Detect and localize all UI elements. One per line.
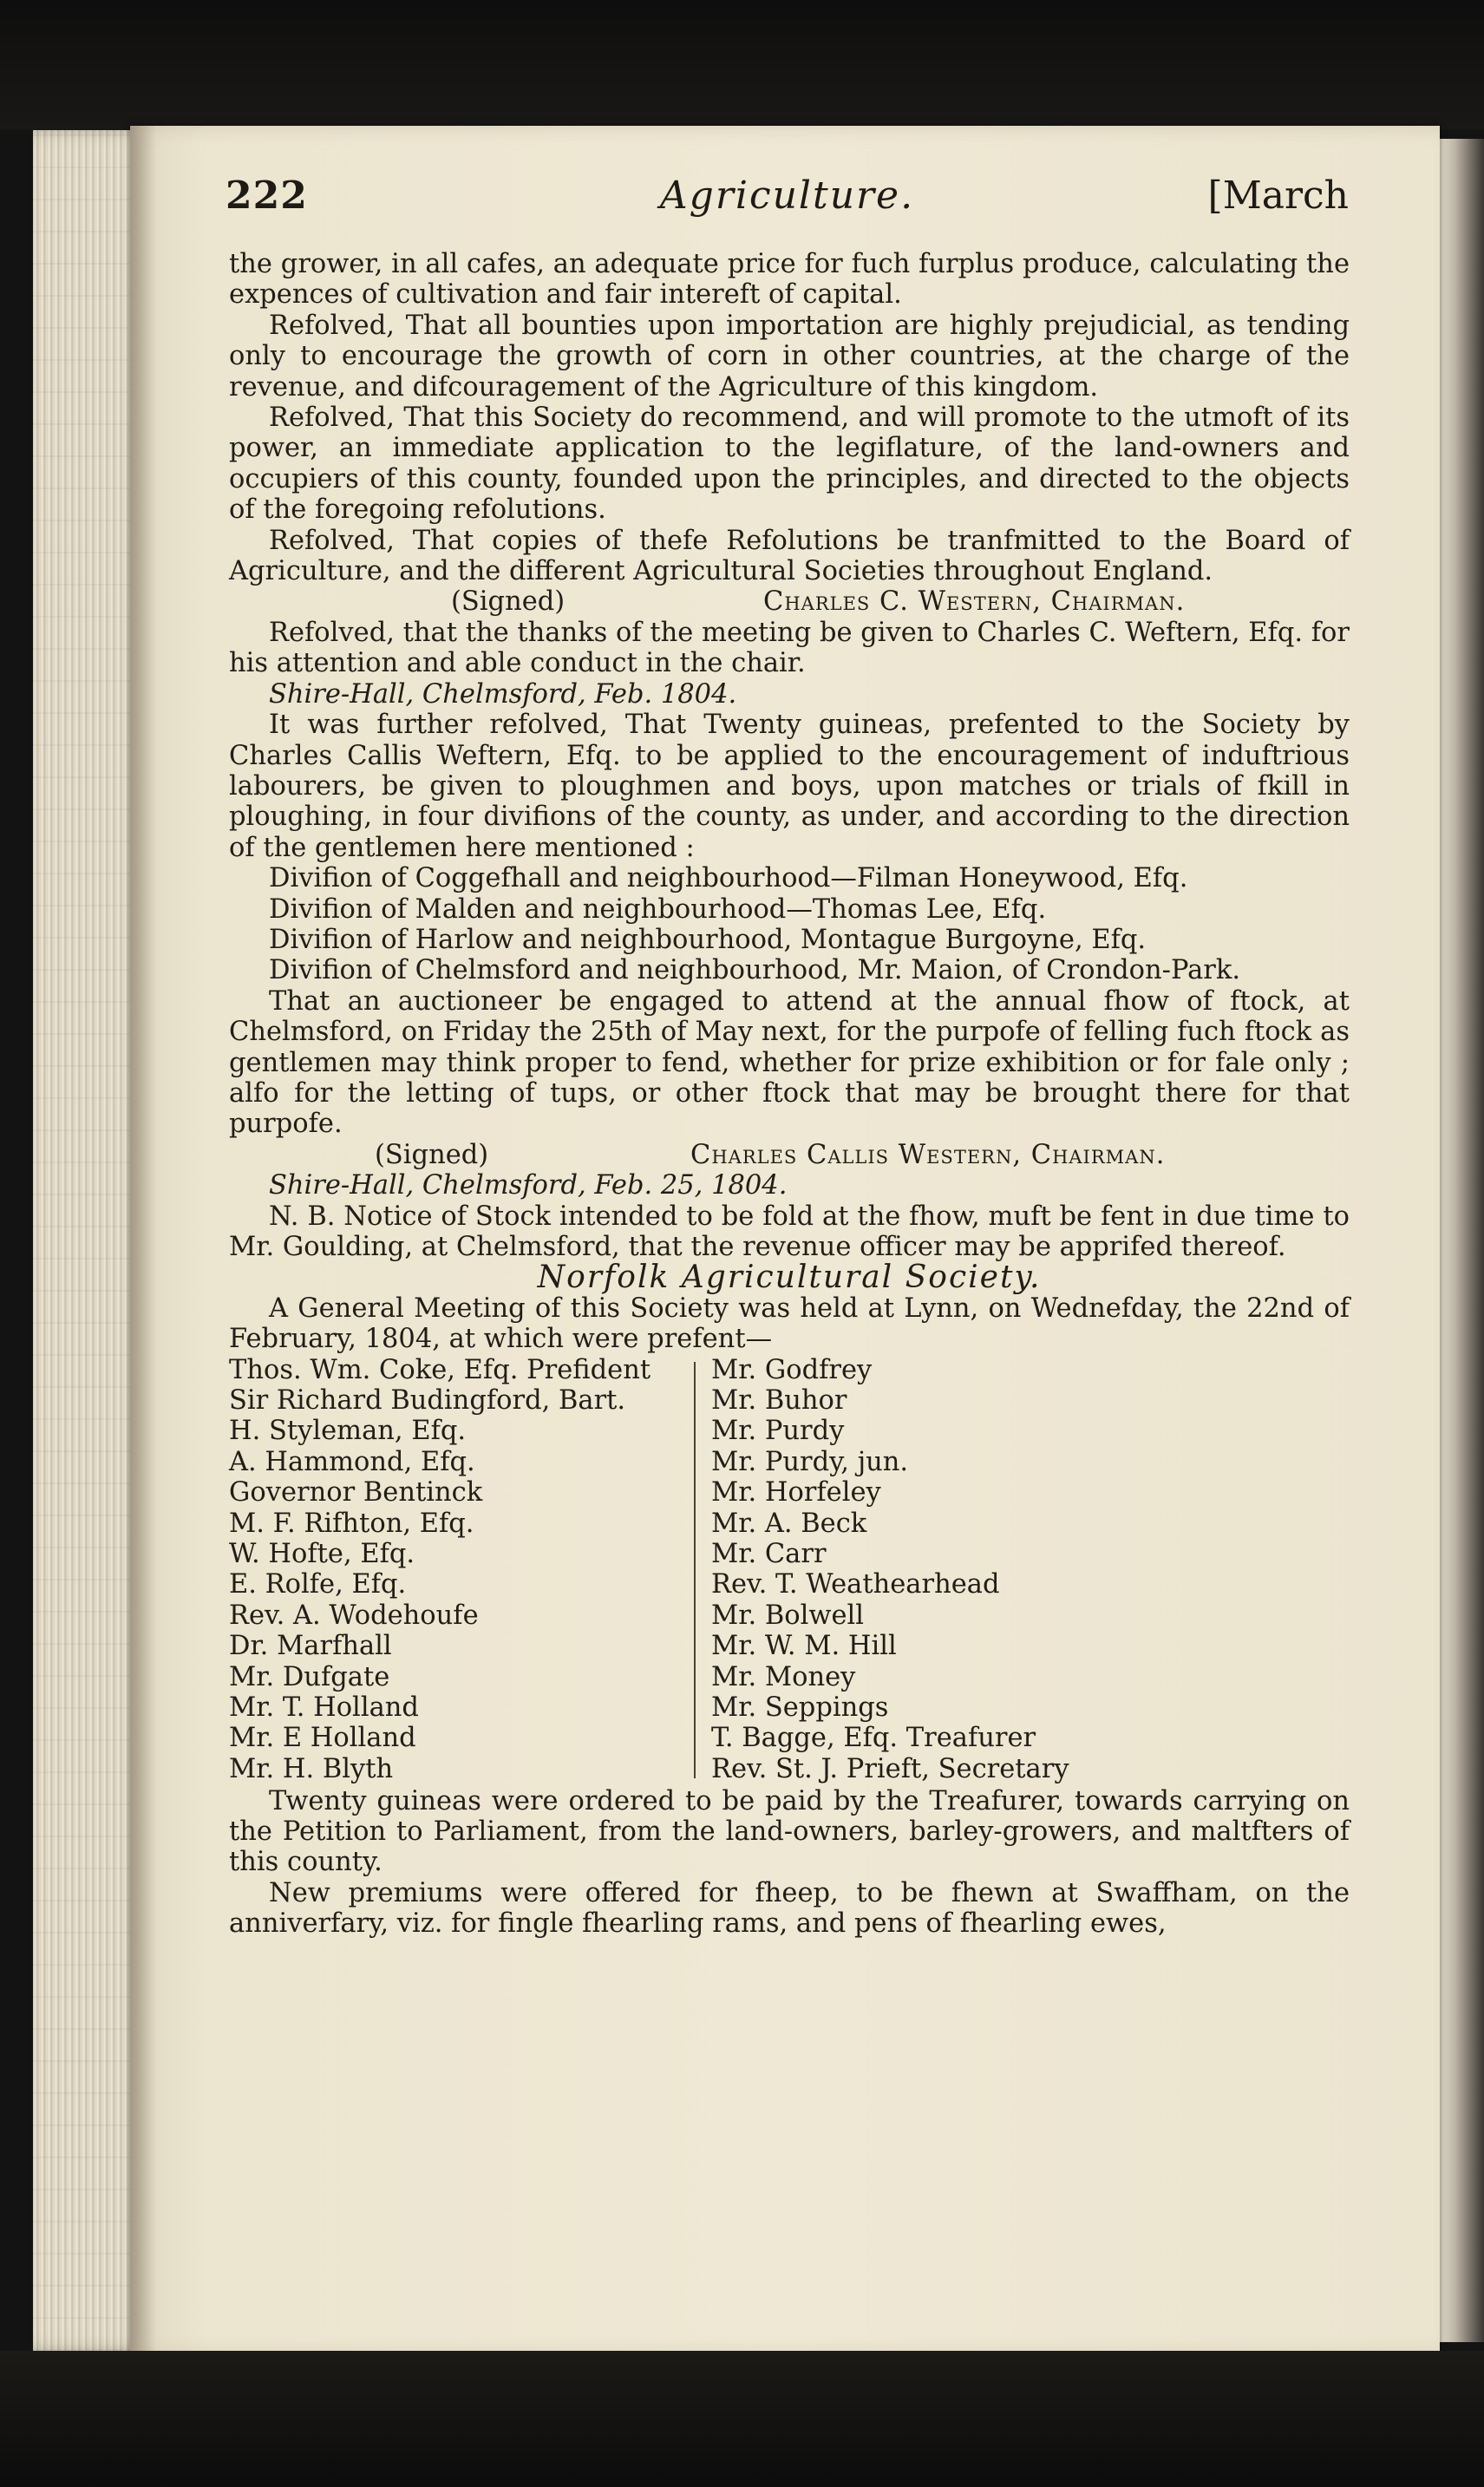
signature-line-2 [229, 1140, 1350, 1170]
attendee: Mr. T. Holland [229, 1692, 419, 1723]
attendee: Dr. Marfhall [229, 1631, 392, 1662]
attendee: Mr. Seppings [711, 1692, 889, 1723]
running-month: [March [1207, 173, 1349, 218]
attendee: Rev. A. Wodehoufe [229, 1600, 479, 1631]
division-chelmsford: Divifion of Chelmsford and neighbourhood, Mr. Maion, of Crondon-Park. [269, 955, 1241, 986]
attendee: M. F. Rifhton, Efq. [229, 1508, 474, 1539]
division-coggeshall: Divifion of Coggefhall and neighbourhood—Filman Honeywood, Efq. [269, 863, 1188, 894]
attendee: Mr. E Holland [229, 1723, 416, 1754]
book-cover-edge [1435, 139, 1484, 2342]
attendee: E. Rolfe, Efq. [229, 1569, 407, 1600]
attendee: T. Bagge, Efq. Treafurer [711, 1723, 1036, 1754]
attendee: H. Styleman, Efq. [229, 1416, 467, 1447]
paragraph-continuation: the grower, in all cafes, an adequate price for fuch furplus produce, calculating the expences of cultivation and fair intereft of capital. [229, 249, 1350, 311]
section-heading: Norfolk Agricultural Society. [537, 1260, 1042, 1296]
resolution-application: Refolved, That this Society do recommend, and will promote to the utmoft of its power, an immediate application to the legiflature, of the land-owners and occupiers of this county, founded upon the principles, and directed to the objects of the foregoing refolutions. [229, 403, 1350, 526]
attendee: Governor Bentinck [229, 1477, 483, 1509]
page-header [226, 173, 1349, 234]
attendee-list [229, 1355, 1350, 1786]
attendee: Mr. H. Blyth [229, 1753, 394, 1784]
attendee: Sir Richard Budingford, Bart. [229, 1385, 626, 1417]
resolution-copies: Refolved, That copies of thefe Refolutions be tranfmitted to the Board of Agriculture, and the different Agricultural Societies throughout England. [229, 525, 1350, 587]
resolution-guineas: It was further refolved, That Twenty guineas, prefented to the Society by Charles Callis Weftern, Efq. to be applied to the encouragement of induftrious labourers, be given to ploughmen and boys, upon matches or trials of fkill in ploughing, in four divifions of the county, as under, and according to the direction of the gentlemen here mentioned : [229, 710, 1350, 863]
attendee: Mr. A. Beck [711, 1508, 867, 1539]
place-date-2: Shire-Hall, Chelmsford, Feb. 25, 1804. [269, 1170, 788, 1201]
attendee: Mr. Purdy, jun. [711, 1446, 909, 1477]
attendee: Mr. Dufgate [229, 1661, 390, 1692]
resolution-bounties: Refolved, That all bounties upon importation are highly prejudicial, as tending only to encourage the growth of corn in other countries, at the charge of the revenue, and difcouragement of the Agriculture of this kingdom. [229, 310, 1350, 403]
attendee: Thos. Wm. Coke, Efq. Prefident [229, 1354, 651, 1385]
column-divider [694, 1362, 696, 1778]
premiums-paragraph: New premiums were offered for fheep, to be fhewn at Swaffham, on the anniverfary, viz. for fingle fhearling rams, and pens of fhearling ewes, [229, 1877, 1350, 1940]
running-title: Agriculture. [659, 173, 915, 218]
place-date-1: Shire-Hall, Chelmsford, Feb. 1804. [269, 678, 737, 710]
nota-bene: N. B. Notice of Stock intended to be fold at the fhow, muft be fent in due time to Mr. Goulding, at Chelmsford, that the revenue officer may be apprifed thereof. [229, 1201, 1350, 1262]
attendee-column-right [711, 1355, 1336, 1784]
attendee: Rev. St. J. Prieft, Secretary [711, 1753, 1069, 1784]
page-gutter [130, 126, 156, 2355]
scan-top-shadow [0, 0, 1484, 130]
chairman-signature: Charles Callis Western, Chairman. [690, 1139, 1166, 1170]
attendee-column-left [229, 1355, 697, 1784]
attendee: Mr. Godfrey [711, 1354, 873, 1385]
resolution-petition: Twenty guineas were ordered to be paid by the Treafurer, towards carrying on the Petition to Parliament, from the land-owners, barley-growers, and maltfters of this county. [229, 1785, 1350, 1878]
page-body [229, 249, 1350, 1940]
signed-label: (Signed) [451, 586, 565, 618]
scan-bottom-shadow [0, 2351, 1484, 2487]
attendee: A. Hammond, Efq. [229, 1446, 475, 1477]
division-harlow: Divifion of Harlow and neighbourhood, Montague Burgoyne, Efq. [269, 924, 1147, 955]
signature-line-1 [229, 586, 1350, 617]
attendee: W. Hofte, Efq. [229, 1538, 415, 1569]
resolution-auctioneer: That an auctioneer be engaged to attend at the annual fhow of ftock, at Chelmsford, on Friday the 25th of May next, for the purpofe of felling fuch ftock as gentlemen may think proper to fend, whether for prize exhibition or for fale only ; alfo for the letting of tups, or other ftock that may be brought there for that purpofe. [229, 985, 1350, 1140]
attendee: Mr. Horfeley [711, 1477, 881, 1509]
resolution-thanks: Refolved, that the thanks of the meeting be given to Charles C. Weftern, Efq. for his attention and able conduct in the chair. [229, 617, 1350, 679]
page-number: 222 [226, 173, 308, 218]
attendee: Rev. T. Weathearhead [711, 1569, 1000, 1600]
attendee: Mr. Purdy [711, 1416, 845, 1447]
signed-label: (Signed) [375, 1139, 489, 1170]
attendee: Mr. Carr [711, 1538, 827, 1569]
attendee: Mr. Money [711, 1661, 856, 1692]
attendee: Mr. Buhor [711, 1385, 847, 1417]
chairman-signature: Charles C. Western, Chairman. [763, 586, 1186, 618]
meeting-intro: A General Meeting of this Society was held at Lynn, on Wednefday, the 22nd of February, 1804, at which were prefent— [229, 1293, 1350, 1355]
division-malden: Divifion of Malden and neighbourhood—Thomas Lee, Efq. [269, 893, 1047, 925]
attendee: Mr. Bolwell [711, 1600, 865, 1631]
attendee: Mr. W. M. Hill [711, 1631, 897, 1662]
